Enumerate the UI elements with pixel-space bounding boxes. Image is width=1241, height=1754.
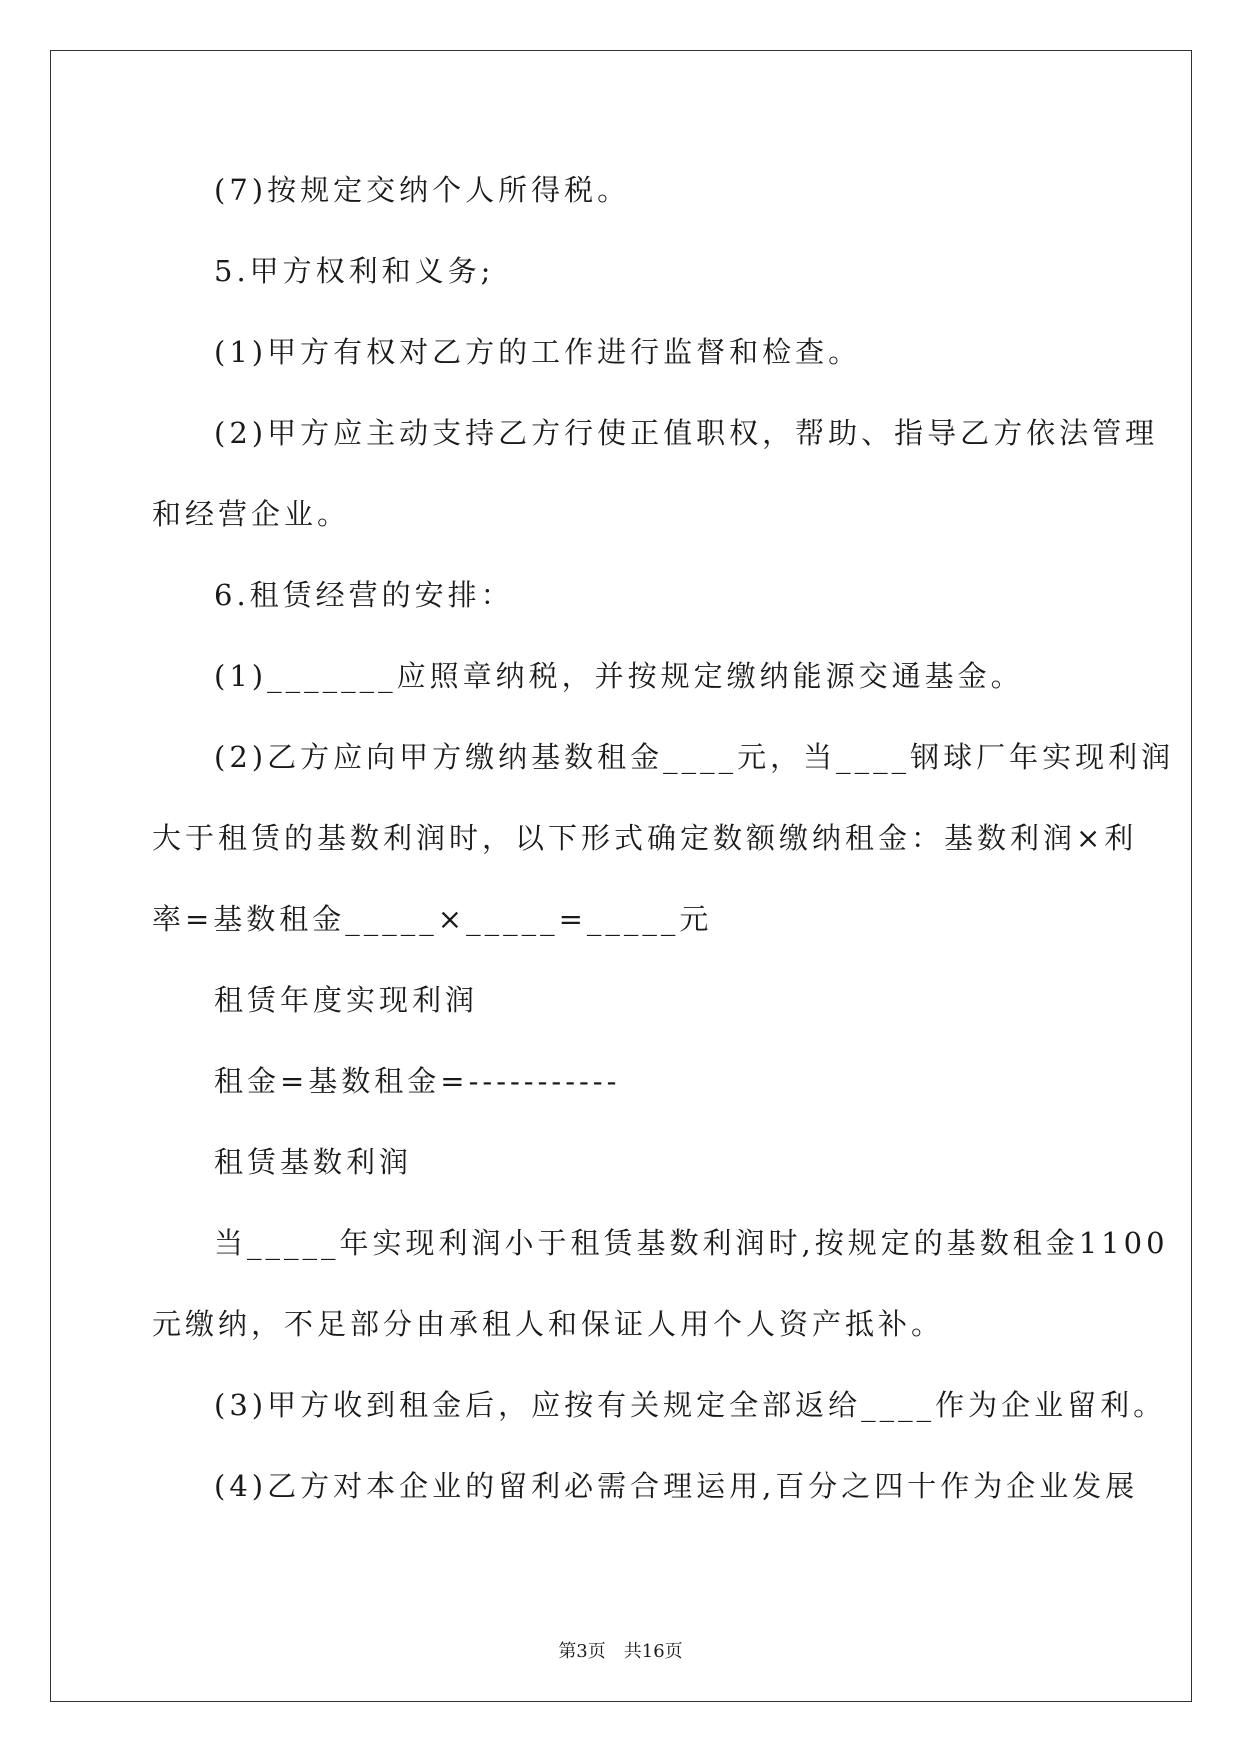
- page-border: [50, 50, 1192, 1702]
- text-line: 和经营企业。: [152, 497, 351, 531]
- text-line: 大于租赁的基数利润时，以下形式确定数额缴纳租金：基数利润×利: [152, 821, 1138, 855]
- text-line: (2)乙方应向甲方缴纳基数租金____元，当____钢球厂年实现利润: [214, 740, 1175, 774]
- text-line: 租赁基数利润: [214, 1145, 413, 1179]
- page-number: 第3页 共16页: [558, 1641, 683, 1662]
- text-line: (1)_______应照章纳税，并按规定缴纳能源交通基金。: [214, 659, 1024, 693]
- text-line: (2)甲方应主动支持乙方行使正值职权，帮助、指导乙方依法管理: [214, 416, 1159, 450]
- text-line: 当_____年实现利润小于租赁基数利润时,按规定的基数租金1100: [214, 1226, 1169, 1260]
- text-line: (7)按规定交纳个人所得税。: [214, 173, 631, 207]
- text-line: 租金=基数租金=-----------: [214, 1064, 621, 1098]
- text-line: (1)甲方有权对乙方的工作进行监督和检查。: [214, 335, 862, 369]
- section-heading: 5.甲方权利和义务;: [214, 254, 495, 288]
- text-line: (4)乙方对本企业的留利必需合理运用,百分之四十作为企业发展: [214, 1469, 1139, 1503]
- section-heading: 6.租赁经营的安排：: [214, 578, 514, 612]
- text-line: 租赁年度实现利润: [214, 983, 479, 1017]
- text-line: (3)甲方收到租金后，应按有关规定全部返给____作为企业留利。: [214, 1388, 1167, 1422]
- text-line: 率=基数租金_____×_____=_____元: [152, 902, 713, 936]
- text-line: 元缴纳，不足部分由承租人和保证人用个人资产抵补。: [152, 1307, 945, 1341]
